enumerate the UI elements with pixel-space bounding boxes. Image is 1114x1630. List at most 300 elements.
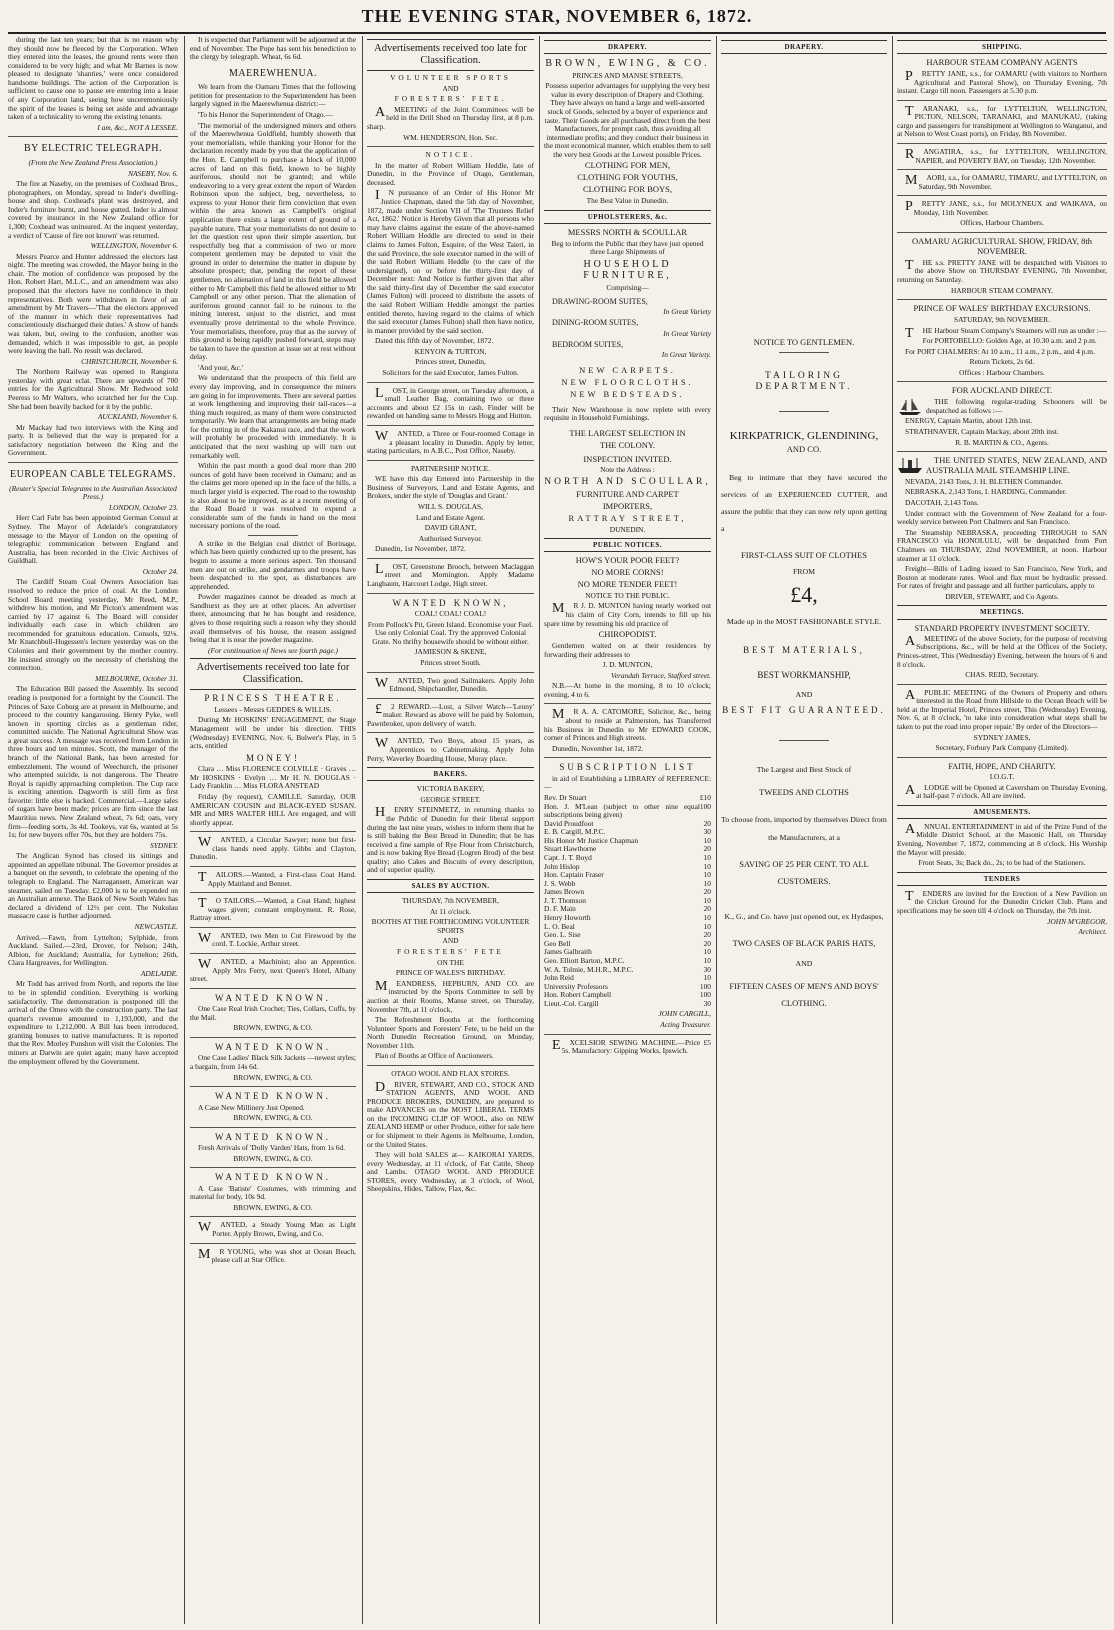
ad-line: NOTICE TO THE PUBLIC. xyxy=(585,590,670,600)
ad-title: HOUSEHOLD FURNITURE, xyxy=(583,258,672,282)
classified-ad: WANTED, Two Boys, about 15 years, as Apprentices to Cabinetmaking. Apply John Perry, Waverley Boarding House, Moray place. xyxy=(367,736,534,763)
brown-ewing-ad xyxy=(544,58,711,206)
section-label: BAKERS. xyxy=(367,767,534,781)
dateline: ADELAIDE. xyxy=(140,968,178,978)
ad-signature: Princes street South. xyxy=(420,657,481,667)
ad-text: Under contract with the Government of New Zealand for a four-weekly service between Port Chalmers and San Francisco. xyxy=(897,508,1107,527)
classified-ad: WANTED, a Machinist; also an Apprentice. Apply Mrs Ferry, next Queen's Hotel, Albany street. xyxy=(190,957,356,984)
divider xyxy=(190,1127,356,1128)
price: £4, xyxy=(790,582,818,608)
column-divider xyxy=(184,36,185,1624)
divider xyxy=(779,352,829,353)
telegram-text: The Northern Railway was opened to Rangiora yesterday with great eclat. There are upwards of 700 entries for the Agricultural Show. Mr Redwood sold Peeress to Mr Walters, who scratched her for the Cup. She had been heavily backed for it by the public. xyxy=(8,367,178,411)
ad-line: RATTRAY STREET, xyxy=(568,512,687,523)
divider xyxy=(190,1216,356,1217)
ad-title: PRINCE OF WALES'S BIRTHDAY. xyxy=(395,968,506,978)
wool-stores-ad xyxy=(367,1070,534,1194)
ad-line: BEST MATERIALS, xyxy=(743,645,865,656)
section-label: AMUSEMENTS. xyxy=(897,805,1107,819)
dateline: NASEBY, Nov. 6. xyxy=(128,168,178,178)
ad-title: FORESTERS' FETE. xyxy=(394,94,507,104)
classified-ad: LOST, in George street, on Tuesday afternoon, a small Leather Bag, containing two or three accounts and about £2 15s in cash. Finder will be rewarded on handing same to Messrs Hogg and Hutton. xyxy=(367,385,534,421)
divider xyxy=(897,451,1107,452)
ad-line: CLOTHING FOR MEN, xyxy=(584,160,671,171)
ad-line: TWO CASES OF BLACK PARIS HATS, xyxy=(732,937,876,948)
masthead: THE EVENING STAR, NOVEMBER 6, 1872. xyxy=(361,6,753,26)
ad-line: Front Seats, 3s; Back do., 2s; to be had of the Stationers. xyxy=(918,858,1086,868)
classified-ad: WANTED, a Three or Four-roomed Cottage in a pleasant locality in Dunedin. Apply by letter, stating particulars, to A.B.C., Post Office, Naseby. xyxy=(367,428,534,456)
ad-text: APUBLIC MEETING of the Owners of Property and others interested in the Road from Hillside to the Ocean Beach will be held at the Imperial Hotel, Princes street, This (Wednesday) Evening, Nov. 6, at 8 o'clock, 'to take into consideration what steps shall be taken to put the road into proper repair.' By order of the Directors— xyxy=(897,687,1107,731)
telegram-item xyxy=(8,842,178,921)
ad-line: In Great Variety xyxy=(663,328,711,338)
ad-text: Plan of Booths at Office of Auctioneers. xyxy=(375,1051,494,1061)
ad-title: MESSRS NORTH & SCOULLAR xyxy=(567,226,688,237)
subscriber-name: Rev. Dr Stuart xyxy=(544,792,587,802)
subscription-amount: £10 xyxy=(699,792,711,802)
divider xyxy=(367,460,534,461)
firm-name: KIRKPATRICK, GLENDINING, xyxy=(729,430,879,442)
divider xyxy=(190,1037,356,1038)
ad-signature: JOHN CARGILL, xyxy=(658,1009,711,1019)
ad-title: HOW'S YOUR POOR FEET? xyxy=(575,555,680,566)
ads-heading: Advertisements received too late for Classification. xyxy=(190,658,356,690)
ad-line: BEST FIT GUARANTEED. xyxy=(722,705,886,716)
subscription-amount: 20 xyxy=(703,938,711,948)
telegram-text: Mr Mackay had two interviews with the King and party. It is believed that the way is prepared for a satisfactory negotiation between the King and the Government. xyxy=(8,422,178,458)
ad-title: BROWN, EWING, & CO. xyxy=(545,58,710,70)
divider xyxy=(367,1065,534,1066)
divider xyxy=(897,169,1107,170)
subscription-list xyxy=(544,762,711,1029)
wanted-known-ad xyxy=(190,993,356,1033)
ad-line: NEBRASKA, 2,143 Tons, I. HARDING, Commander. xyxy=(905,487,1067,497)
subscriber-name: Geo Bell xyxy=(544,938,571,948)
news-text: A strike in the Belgian coal district of Borinage, which has been quietly conducted up to the present, has begun to assume a more serious aspect. Ten thousand men are out on strike, and gendarmes and troops have been despatched to the spot, as disturbances are apprehended. xyxy=(190,538,356,591)
ad-text: THE s.s. PRETTY JANE will be despatched with Visitors to the above Show on THURSDAY EVENING, 7th November, returning on Saturday. xyxy=(897,257,1107,284)
wanted-known-ad xyxy=(190,1091,356,1123)
subscription-amount: 10 xyxy=(703,861,711,871)
telegram-text: Messrs Pearce and Hunter addressed the electors last night. The meeting was crowded, the Mayor being in the chair. The motion of confidence was proposed by the Hon. Robert Hart, M.L.C., and an amendment was also proposed that the electors have no confidence in their representatives. Both were withdrawn in favor of an amendment by Mr Travers—'That the electors approved of the manner in which their representatives had conscientiously discharged their duties.' A show of hands was taken, but, owing to the confusion, another was demanded, which it was impossible to get, as people were leaving the hall. No result was declared. xyxy=(8,251,178,356)
ad-title: SUBSCRIPTION LIST xyxy=(559,762,696,773)
classified-ad: WANTED, Two good Sailmakers. Apply John Edmond, Shipchandler, Dunedin. xyxy=(375,675,534,694)
ad-title: I.O.G.T. xyxy=(989,771,1015,781)
ad-line: CLOTHING FOR BOYS, xyxy=(582,184,673,195)
divider xyxy=(897,684,1107,685)
ad-subtitle: PRINCES AND MANSE STREETS, xyxy=(572,70,683,80)
divider xyxy=(367,146,534,147)
ad-title: STANDARD PROPERTY INVESTMENT SOCIETY. xyxy=(914,623,1090,633)
section-label: SHIPPING. xyxy=(897,40,1107,54)
ad-line: BEST WORKMANSHIP, xyxy=(757,669,851,680)
divider xyxy=(248,535,298,536)
ad-signature: Architect. xyxy=(1078,927,1107,937)
ad-text xyxy=(897,456,1107,476)
classified-ad: WANTED, a Steady Young Man as Light Porter. Apply Brown, Ewing, and Co. xyxy=(198,1220,356,1239)
sailing-ship-icon xyxy=(897,398,923,416)
ad-text: From Pollock's Pit, Green Island. Economise your Fuel. Use only Colonial Coal. Try the approved Colonial Grate. No thrifty housewife should be without either. xyxy=(367,619,534,646)
ad-text: One Case Ladies' Black Silk Jackets —newest styles; a bargain, from 14s 6d. xyxy=(190,1053,356,1071)
classified-ad: £2 REWARD.—Lost, a Silver Watch—'Lenny' maker. Reward as above will be paid by Solomon, Pawnbroker, upon delivery of watch. xyxy=(367,701,534,728)
ad-title: WANTED KNOWN, xyxy=(392,597,509,608)
telegram-item xyxy=(8,675,178,840)
ad-signature: BROWN, EWING, & CO. xyxy=(233,1153,313,1163)
ad-text: MR J. D. MUNTON having nearly worked out his claim of City Corn, intends to fill up his spare time by resuming his old practice of xyxy=(544,601,711,628)
column-divider xyxy=(539,36,540,1624)
divider xyxy=(544,703,711,704)
ad-title-and: AND xyxy=(442,83,459,93)
divider xyxy=(367,672,534,673)
classified-ad: EXCELSIOR SEWING MACHINE.—Price £5 5s. Manufactory: Gipping Works, Ipswich. xyxy=(552,1037,711,1056)
ad-signature: BROWN, EWING, & CO. xyxy=(233,1023,313,1033)
ad-text: MEANDRESS, HEPBURN, AND CO. are instructed by the Sports Committee to sell by auction at their Rooms, Manse street, on Thursday, November 7th, at 11 o'clock, xyxy=(367,978,534,1014)
divider xyxy=(190,988,356,989)
telegram-item xyxy=(8,504,178,566)
telegram-item xyxy=(8,970,178,1066)
dateline: October 24. xyxy=(142,566,178,576)
subscriber-name: Capt. J. T. Boyd xyxy=(544,852,592,862)
telegram-item xyxy=(8,923,178,968)
ad-text: ANNUAL ENTERTAINMENT in aid of the Prize Fund of the Middle District School, at the Masonic Hall, on Thursday Evening, November 7, 1872, commencing at 8 o'clock. His Worship the Mayor will preside. xyxy=(897,821,1107,857)
ad-text xyxy=(897,398,1107,415)
subscriber-name: Geo. Elliott Barton, M.P.C. xyxy=(544,955,625,965)
subscriber-name: J. S. Webb xyxy=(544,878,576,888)
subscriber-name: University Professors xyxy=(544,981,608,991)
ad-text: AMEETING of the above Society, for the purpose of receiving Subscriptions, &c., will be held at the Offices of the Society, Princes-street, This (Wednesday) Evening, between the hours of 6 and 8 o'clock. xyxy=(897,633,1107,669)
column-1 xyxy=(8,36,178,1624)
dateline: CHRISTCHURCH, November 6. xyxy=(81,356,178,366)
ad-title: WANTED KNOWN. xyxy=(215,992,331,1003)
ad-text: A Case New Millinery Just Opened. xyxy=(198,1102,305,1112)
ad-line: CLOTHING FOR YOUTHS, xyxy=(577,172,678,183)
ad-signature: BROWN, EWING, & CO. xyxy=(233,1202,313,1212)
ad-text-inline: THE following regular-trading Schooners will be despatched as follows :— xyxy=(926,397,1107,415)
ad-title: HARBOUR STEAM COMPANY AGENTS xyxy=(926,57,1078,68)
subscription-amount: 20 xyxy=(703,904,711,914)
divider xyxy=(897,100,1107,101)
subscriber-name: Hon. Robert Campbell xyxy=(544,990,612,1000)
divider xyxy=(190,927,356,928)
cable-list xyxy=(8,504,178,1066)
ad-title: FORESTERS' FETE xyxy=(397,947,504,957)
ad-line: Offices : Harbour Chambers. xyxy=(959,367,1045,377)
divider xyxy=(367,425,534,426)
ad-text: A Case 'Batiste' Costumes, with trimming and material for body, 10s 9d. xyxy=(190,1183,356,1202)
source-line: (Reuter's Special Telegrams to the Australian Associated Press.) xyxy=(9,483,177,502)
ad-signature: R. B. MARTIN & CO., Agents. xyxy=(955,437,1049,447)
classified-ad: LOST, Greenstone Brooch, between Maclaggan street and Mornington. Apply Madame Langbaum, Harcourt Lodge, High street. xyxy=(367,561,534,589)
subscriber-name: Lieut.-Col. Cargill xyxy=(544,998,599,1008)
ad-signature: BROWN, EWING, & CO. xyxy=(233,1113,313,1123)
spacer xyxy=(721,58,887,338)
ad-line: NO MORE TENDER FEET! xyxy=(577,578,678,589)
news-text: Within the past month a good deal more than 200 ounces of gold have been received in Oamaru; and as the claims get more opened up in the face of the hills, a much larger yield is expected. The road to the township is also about to be improved, as at a recent meeting of the Road Board it was resolved to expend a considerable sum of the funds in hand on the most necessary portions of the road. xyxy=(190,461,356,531)
divider xyxy=(367,698,534,699)
subscription-amount: 10 xyxy=(703,878,711,888)
section-heading: EUROPEAN CABLE TELEGRAMS. xyxy=(10,469,176,481)
wanted-known-ad xyxy=(190,1132,356,1164)
ad-title: NORTH AND SCOULLAR, xyxy=(544,476,711,487)
dateline: SYDNEY. xyxy=(150,840,178,850)
shipping-notice: TARANAKI, s.s., for LYTTELTON, WELLINGTON, PICTON, NELSON, TARANAKI, and MANUKAU, (taking cargo and passengers for transhipment at Wellington to Wanganui, and at Nelson to West Coast ports), on Friday, 8th November. xyxy=(897,103,1107,139)
telegram-text: The fire at Naseby, on the premises of Coxhead Bros., photographers, on Monday, spread to Inder's dwelling-house and shop. Coxhead's plant was destroyed, and Inder's furniture burnt, and house gutted. Inder is almost covered by insurance in the New Zealand office for 1,300; Coxhead was uninsured. At the inquest yesterday, a verdict of 'Cause of fire not known' was returned. xyxy=(8,179,178,240)
section-label: DRAPERY. xyxy=(544,40,711,54)
ad-line: The Best Value in Dunedin. xyxy=(586,196,669,206)
ad-text: Gentlemen waited on at their residences by forwarding their addresses to xyxy=(544,640,711,659)
ad-title: VICTORIA BAKERY, xyxy=(416,784,485,794)
shipping-notice: RANGATIRA, s.s., for LYTTELTON, WELLINGTON, NAPIER, and POVERTY BAY, on Tuesday, 12th November. xyxy=(905,147,1107,165)
section-heading: MAEREWHENUA. xyxy=(229,67,317,79)
ad-text: Friday (by request), CAMILLE. Saturday, OUR AMERICAN COUSIN and BLACK-EYED SUSAN. MR and MRS WALTER HILL Are engaged, and will shortly appear. xyxy=(190,791,356,827)
ad-line: FROM xyxy=(792,567,816,577)
ad-text: WE have this day Entered into Partnership in the Business of Surveyors, Land and Estate Agents, and Brokers, under the style of 'Douglas and Grant.' xyxy=(367,474,534,501)
auction-ad xyxy=(367,897,534,1061)
divider xyxy=(897,143,1107,144)
ad-text: Their New Warehouse is now replete with every requisite in Household Furnishings. xyxy=(544,404,711,423)
letter-signature: I am, &c., NOT A LESSEE. xyxy=(97,122,178,132)
divider xyxy=(544,1034,711,1035)
ad-line: AND xyxy=(795,690,813,700)
subscriber-name: W. A. Tolmie, M.H.R., M.P.C. xyxy=(544,964,634,974)
ad-text: Fresh Arrivals of 'Dolly Varden' Hats, from 1s 6d. xyxy=(198,1143,346,1153)
telegram-text: Arrived.—Fawn, from Lyttelton; Sylphide, from Auckland. Sailed.—23rd, Drover, for Nelson; 24th, Albion, for Auckland; Australia, for Lyttelton; 26th, Clara Hargreaves, for Wellington. xyxy=(8,932,178,968)
subscription-row xyxy=(544,1000,711,1009)
ad-line: Comprising— xyxy=(606,282,649,292)
ad-line: For PORTOBELLO: Golden Age, at 10.30 a.m. and 2 p.m. xyxy=(922,336,1097,346)
ad-line: Made up in the MOST FASHIONABLE STYLE. xyxy=(726,616,882,626)
ad-text: AMEETING of the Joint Committees will be held in the Drill Shed on Thursday first, at 8 p.m. sharp. xyxy=(367,104,534,132)
subscription-amount: 10 xyxy=(703,913,711,923)
ad-text: During Mr HOSKINS' ENGAGEMENT, the Stage Management will be under his direction. THIS (Wednesday) EVENING, Nov. 6, Bulwer's Play, in 5 acts, entitled xyxy=(190,715,356,751)
ad-text: THE Harbour Steam Company's Steamers will run as under :— xyxy=(905,325,1106,341)
dateline: LONDON, October 23. xyxy=(109,502,178,512)
ad-title: FOR AUCKLAND DIRECT. xyxy=(951,385,1053,396)
divider xyxy=(190,1243,356,1244)
divider xyxy=(8,136,178,137)
subscriber-name: Hon. J. M'Lean (subject to other nine equal subscriptions being given) xyxy=(544,801,700,820)
news-text: 'And your, &c.' xyxy=(198,362,244,372)
wanted-known-ad xyxy=(190,1042,356,1082)
chiropodist-ad xyxy=(544,556,711,699)
ad-text: Possess superior advantages for supplying the very best value in every description of Drapery and Clothing. They have always on hand a large and well-assorted stock of Goods, selected by a buyer of experience and taste. Their Goods are all purchased direct from the best Manufacturers, for prompt cash, thus avoiding all intermediate profits; and they conduct their business in the most economical manner, which enables them to sell the very best Goods at the Lowest possible Prices. xyxy=(544,81,711,159)
theatre-ad xyxy=(190,693,356,827)
divider xyxy=(544,757,711,758)
divider xyxy=(190,1167,356,1168)
divider xyxy=(367,558,534,559)
divider xyxy=(8,462,178,463)
ad-title: ON THE xyxy=(437,957,464,967)
ads-heading: Advertisements received too late for Classification. xyxy=(367,39,534,71)
ad-title: WANTED KNOWN. xyxy=(215,1131,331,1142)
column-6 xyxy=(897,36,1107,1624)
ad-text: In the matter of Robert William Heddle, late of Dunedin, in the Province of Otago, Gentleman, deceased. xyxy=(367,160,534,187)
ad-line: DRAWING-ROOM SUITES, xyxy=(552,296,648,306)
divider xyxy=(897,757,1107,758)
ad-line: STRATHNAVER, Captain Mackay, about 20th inst. xyxy=(905,427,1059,437)
divider xyxy=(779,740,829,741)
firm-name: AND CO. xyxy=(786,443,822,454)
column-divider xyxy=(716,36,717,1624)
ad-title: PRINCE OF WALES' BIRTHDAY EXCURSIONS. xyxy=(913,303,1091,314)
section-label: SALES BY AUCTION. xyxy=(367,879,534,893)
divider xyxy=(897,299,1107,300)
ad-line: ENERGY, Captain Martin, about 12th inst. xyxy=(905,416,1033,426)
subscriber-name: Stuart Hawthorne xyxy=(544,844,597,854)
coal-ad xyxy=(367,598,534,668)
masthead-rule xyxy=(8,32,1106,34)
column-4 xyxy=(544,36,711,1624)
north-scoullar-ad xyxy=(544,228,711,534)
divider xyxy=(367,732,534,733)
subscription-amount: 10 xyxy=(703,895,711,905)
ad-title: NOTICE TO GENTLEMEN. xyxy=(753,337,855,348)
ad-title: FAITH, HOPE, AND CHARITY. xyxy=(948,761,1056,771)
telegram-item xyxy=(8,242,178,356)
ad-line: In Great Variety xyxy=(663,306,711,316)
ad-text: To choose from, imported by themselves Direct from the Manufacturers, at a xyxy=(721,815,887,842)
subscription-amount: 20 xyxy=(703,887,711,897)
telegram-text: Herr Carl Fabr has been appointed German Consul at Sydney. The Mayor of Adelaide's congratulatory message to the Mayor of London on the opening of telegraphic communication between England and Australia, has been recorded in the Civic Archives of Guildhall. xyxy=(8,513,178,566)
ad-line: INSPECTION INVITED. xyxy=(583,453,672,464)
divider xyxy=(190,892,356,893)
ad-date: Dated this fifth day of November, 1872. xyxy=(375,336,494,346)
shipping-notice: MAORI, s.s., for OAMARU, TIMARU, and LYTTELTON, on Saturday, 9th November. xyxy=(905,173,1107,191)
divider xyxy=(190,831,356,832)
ad-signature: Solicitors for the said Executor, James Fulton. xyxy=(382,368,519,378)
ad-signature: Verandah Terrace, Stafford street. xyxy=(611,670,711,680)
steamship-icon xyxy=(897,456,923,474)
bakery-ad xyxy=(367,785,534,875)
ad-text: HENRY STEINMETZ, in returning thanks to the Public of Dunedin for their liberal support during the last nine years, wishes to inform them that he is still baking the Best Bread in Dunedin; that he has received a fine sample of Rye Flour from Christchurch, and is now baking Rye Bread (Logren Brod) of the best quality; also Cakes and Biscuits of every description, and of superior quality. xyxy=(367,805,534,875)
ad-line: THE LARGEST SELECTION IN xyxy=(569,427,686,438)
subscription-amount: 30 xyxy=(703,827,711,837)
ad-title: THE UNITED STATES, NEW ZEALAND, AND AUSTRALIA MAIL STEAMSHIP LINE. xyxy=(926,455,1107,476)
subscription-table xyxy=(544,794,711,1008)
subscription-amount: 100 xyxy=(699,801,711,811)
ad-text: Beg to inform the Public that they have just opened three Large Shipments of xyxy=(551,238,704,257)
ad-signature: Secretary, Forbury Park Company (Limited). xyxy=(935,743,1069,753)
section-label: MEETINGS. xyxy=(897,605,1107,619)
subscriber-name: L. O. Beal xyxy=(544,921,575,931)
ad-signature: JAMIESON & SKENE, xyxy=(414,647,487,657)
ad-line: FIFTEEN CASES OF MEN'S AND BOYS' CLOTHING. xyxy=(729,980,879,1008)
subscriber-name: His Honor Mr Justice Chapman xyxy=(544,835,639,845)
telegram-text: Mr Todd has arrived from North, and reports the line to be in splendid condition. Everything is working satisfactorily. The demonstration is postponed till the arrival of the Omeo with the construction party. The last quarter's revenue amounted to 1,193,000, and the expenditure to 1,212,000. A Bill has been introduced, granting bonuses to native manufactures. It is reported that the Rev. Morley Punshon will visit the Colonies. The miners at Darwin are quiet again; many have accepted the employment offered by the Government. xyxy=(8,979,178,1066)
ad-title: BOOTHS AT THE FORTHCOMING VOLUNTEER SPORTS xyxy=(371,917,530,935)
ad-title: VOLUNTEER SPORTS xyxy=(390,73,511,83)
news-text: 'To his Honor the Superintendent of Otago.— xyxy=(198,110,333,120)
subscription-amount: 100 xyxy=(699,981,711,991)
subscriber-name: David Proudfoot xyxy=(544,818,594,828)
continuation-note: (For continuation of News see fourth page.) xyxy=(208,645,338,655)
ad-title: WANTED KNOWN. xyxy=(215,1041,331,1052)
ad-line: In Great Variety. xyxy=(661,350,711,360)
ad-line: The Largest and Best Stock of xyxy=(756,764,852,774)
ad-text: TENDERS are invited for the Erection of a New Pavilion on the Cricket Ground for the Dunedin Cricket Club. Plans and specifications may be seen till 4 o'clock on Thursday, the 7th inst. xyxy=(897,888,1107,915)
volunteer-sports-ad xyxy=(367,74,534,142)
shipping-notice: PRETTY JANE, s.s., for MOLYNEUX and WAIKAVA, on Monday, 11th November. xyxy=(905,199,1107,217)
divider xyxy=(190,866,356,867)
subscriber-name: E. B. Cargill, M.P.C. xyxy=(544,827,606,837)
ad-line: FIRST-CLASS SUIT OF CLOTHES xyxy=(741,550,867,561)
telegram-item xyxy=(8,358,178,411)
divider xyxy=(897,195,1107,196)
subscriber-name: D. F. Main xyxy=(544,904,576,914)
section-label: UPHOLSTERERS, &c. xyxy=(544,210,711,224)
subscription-amount: 10 xyxy=(703,955,711,965)
ad-date: Dunedin, 1st November, 1872. xyxy=(375,544,466,554)
play-title: MONEY! xyxy=(246,752,300,763)
auction-date: THURSDAY, 7th NOVEMBER, xyxy=(402,896,499,906)
dateline: NEWCASTLE. xyxy=(134,921,178,931)
cast-list: Clara … Miss FLORENCE COLVILLE · Graves … Mr HOSKINS · Evelyn … Mr H. N. DOUGLAS · Lady Franklin … Miss FLORA ANSTEAD xyxy=(190,764,356,791)
ad-subtitle: COAL! COAL! COAL! xyxy=(414,609,487,619)
subscription-amount: 10 xyxy=(703,947,711,957)
ad-line: DACOTAH, 2,143 Tons. xyxy=(905,498,979,508)
ad-text: They will hold SALES at— KAIKORAI YARDS, every Wednesday, at 11 o'clock, of Fat Cattle, Sheep and Lambs. OTAGO WOOL AND PRODUCE STORES, every Wednesday, at 3 o'clock, of Wool, Sheepskins, Hides, Tallow, Flax, &c. xyxy=(367,1150,534,1194)
ad-signature: CHAS. REID, Secretary. xyxy=(965,670,1039,680)
ad-line: DINING-ROOM SUITES, xyxy=(552,318,639,328)
ad-text: Freight—Bills of Lading issued to San Francisco, New York, and Boston at moderate rates. Wool and flax must be hydraulic pressed. For rates of freight and passage and all further particulars, apply to xyxy=(897,564,1107,591)
subscriber-name: John Hislop xyxy=(544,861,580,871)
ad-signature: Princes street, Dunedin, xyxy=(415,357,486,367)
telegram-list xyxy=(8,170,178,459)
dateline: WELLINGTON, November 6. xyxy=(90,241,178,251)
column-2 xyxy=(190,36,356,1624)
subscription-amount: 10 xyxy=(703,921,711,931)
subscription-amount: 10 xyxy=(703,973,711,983)
ad-text: K., G., and Co. have just opened out, ex Hydaspes, xyxy=(724,911,884,921)
section-label: PUBLIC NOTICES. xyxy=(544,538,711,552)
subscriber-name: Hon. Captain Fraser xyxy=(544,870,604,880)
column-5 xyxy=(721,36,887,1624)
ad-subtitle: Lessees - Messrs GEDDES & WILLIS. xyxy=(214,704,332,714)
ad-signature: WILL S. DOUGLAS, xyxy=(417,501,483,511)
source-line: (From the New Zealand Press Association.) xyxy=(28,157,158,167)
ad-title: OTAGO WOOL AND FLAX STORES. xyxy=(391,1068,510,1078)
classified-ad: TO TAILORS.—Wanted, a Coat Hand; highest wages given; constant employment. R. Rose, Rattray street. xyxy=(190,896,356,923)
ad-title: PRINCESS THEATRE. xyxy=(204,693,342,704)
subscription-amount: 30 xyxy=(703,964,711,974)
divider xyxy=(779,411,829,412)
ad-title: WANTED KNOWN. xyxy=(215,1091,331,1102)
telegram-text: The Anglican Synod has closed its sittings and appointed an appellate tribunal. The Governor presides at a banquet on the seventh, to celebrate the opening of the telegraph to England. The Narragansett, American war steamer, sailed on Tuesday. £2,000 is to be expended on an Australian annexe. The Bank of New South Wales has declared a dividend of 12½ per cent. The Nukulau massacre case is further adjourned. xyxy=(8,851,178,921)
ad-text: The Steamship NEBRASKA, proceeding THROUGH to SAN FRANCISCO via HONOLULU, will be despatched from Port Chalmers on THURSDAY, 22nd NOVEMBER, at noon. Harbour steamer at 11 o'clock. xyxy=(897,527,1107,563)
ad-title: AND xyxy=(442,936,459,946)
ad-text: DRIVER, STEWART, AND CO., STOCK AND STATION AGENTS, AND WOOL AND PRODUCE BROKERS, DUNEDIN, are prepared to make ADVANCES on the MOST LIBERAL TERMS on the INCOMING CLIP OF WOOL, also on NEW ZEALAND HEMP or other Produce, either for sale here or for shipment to their Agents in Melbourne, London, or the United States. xyxy=(367,1079,534,1149)
classified-ad: WANTED, two Men to Cut Firewood by the cord. T. Lockie, Arthur street. xyxy=(198,930,356,949)
ad-title: TAILORING DEPARTMENT. xyxy=(755,370,853,392)
ad-line: Return Tickets, 2s 6d. xyxy=(969,357,1035,367)
ad-line: NEW BEDSTEADS. xyxy=(570,388,685,399)
subscriber-name: Henry Howorth xyxy=(544,913,591,923)
ad-line: CHIROPODIST. xyxy=(598,629,657,640)
subscription-amount: 100 xyxy=(699,990,711,1000)
ad-text: N.B.—At home in the morning, 8 to 10 o'clock; evening, 4 to 6. xyxy=(544,681,711,699)
estate-notice xyxy=(367,151,534,377)
section-heading: BY ELECTRIC TELEGRAPH. xyxy=(24,143,162,155)
classified-ad: WANTED, a Circular Sawyer; none but first-class hands need apply. Gibbs and Clayton, Dunedin. xyxy=(190,835,356,862)
ad-text: in aid of Establishing a LIBRARY of REFERENCE:— xyxy=(544,773,711,792)
ad-line: NEW CARPETS. xyxy=(579,365,676,376)
ad-line: SAVING OF 25 PER CENT. TO ALL CUSTOMERS. xyxy=(739,858,869,886)
subscription-amount: 30 xyxy=(703,998,711,1008)
dateline: MELBOURNE, October 31. xyxy=(95,673,178,683)
telegram-item xyxy=(8,170,178,241)
section-label: DRAPERY. xyxy=(721,40,887,54)
auction-time: At 11 o'clock. xyxy=(429,906,472,916)
subscriber-name: James Galbraith xyxy=(544,947,592,957)
ad-signature: BROWN, EWING, & CO. xyxy=(233,1072,313,1082)
